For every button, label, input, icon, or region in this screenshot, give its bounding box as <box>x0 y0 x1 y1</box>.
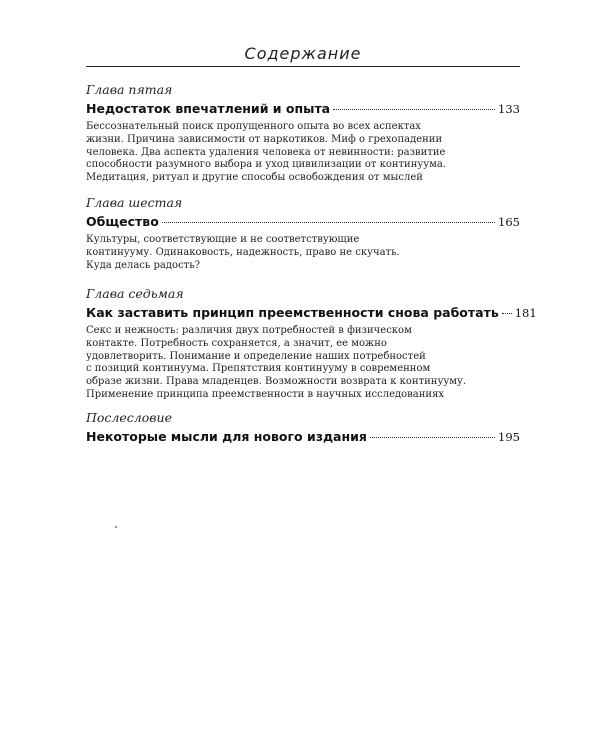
description-line: континууму. Одинаковость, надежность, право не скучать. <box>86 246 400 258</box>
toc-line[interactable] <box>86 213 520 231</box>
toc-line[interactable] <box>86 100 520 118</box>
description-line: человека. Два аспекта удаления человека от невинности: развитие <box>86 146 446 158</box>
description-line: Куда делась радость? <box>86 259 201 271</box>
chapter-description <box>86 325 520 402</box>
chapter-title[interactable]: Недостаток впечатлений и опыта <box>86 101 331 116</box>
chapter-label: Послесловие <box>86 410 172 425</box>
description-line: Применение принципа преемственности в научных исследованиях <box>86 388 445 400</box>
description-line: Бессознательный поиск пропущенного опыта во всех аспектах <box>86 121 421 132</box>
toc-entry-chapter-7 <box>86 286 537 402</box>
page-number: 181 <box>514 306 537 320</box>
description-line: Медитация, ритуал и другие способы освобождения от мыслей <box>86 172 423 184</box>
description-line: Секс и нежность: различия двух потребностей в физическом <box>86 325 412 336</box>
chapter-title[interactable]: Общество <box>86 214 159 229</box>
toc-entry-afterword <box>86 410 520 446</box>
stray-mark <box>115 526 117 528</box>
description-line: способности разумного выбора и уход цивилизации от континуума. <box>86 159 447 171</box>
dot-leader <box>370 437 495 438</box>
chapter-label: Глава пятая <box>86 82 173 97</box>
dot-leader <box>333 109 495 110</box>
description-line: образе жизни. Права младенцев. Возможности возврата к континууму. <box>86 376 467 388</box>
dot-leader <box>502 313 512 314</box>
description-line: Культуры, соответствующие и не соответствующие <box>86 234 360 245</box>
toc-line[interactable] <box>86 428 520 446</box>
toc-entry-chapter-5 <box>86 82 520 185</box>
description-line: контакте. Потребность сохраняется, а значит, ее можно <box>86 337 387 349</box>
description-line: жизни. Причина зависимости от наркотиков. Миф о грехопадении <box>86 133 443 145</box>
description-line: удовлетворить. Понимание и определение наших потребностей <box>86 350 426 362</box>
page-title: Содержание <box>244 44 362 63</box>
chapter-label: Глава шестая <box>86 195 183 210</box>
toc-entry-chapter-6 <box>86 195 520 272</box>
description-line: с позиций континуума. Препятствия континууму в современном <box>86 363 431 375</box>
chapter-title[interactable]: Некоторые мысли для нового издания <box>86 429 367 444</box>
dot-leader <box>162 222 495 223</box>
page-number: 195 <box>498 430 520 444</box>
header-rule <box>86 66 520 67</box>
chapter-label: Глава седьмая <box>86 286 184 301</box>
toc-line[interactable] <box>86 304 537 322</box>
chapter-description <box>86 121 520 185</box>
page-number: 165 <box>498 215 520 229</box>
chapter-description <box>86 234 520 272</box>
page-number: 133 <box>498 102 520 116</box>
chapter-title[interactable]: Как заставить принцип преемственности снова работать <box>86 305 499 320</box>
page-header <box>86 44 520 63</box>
